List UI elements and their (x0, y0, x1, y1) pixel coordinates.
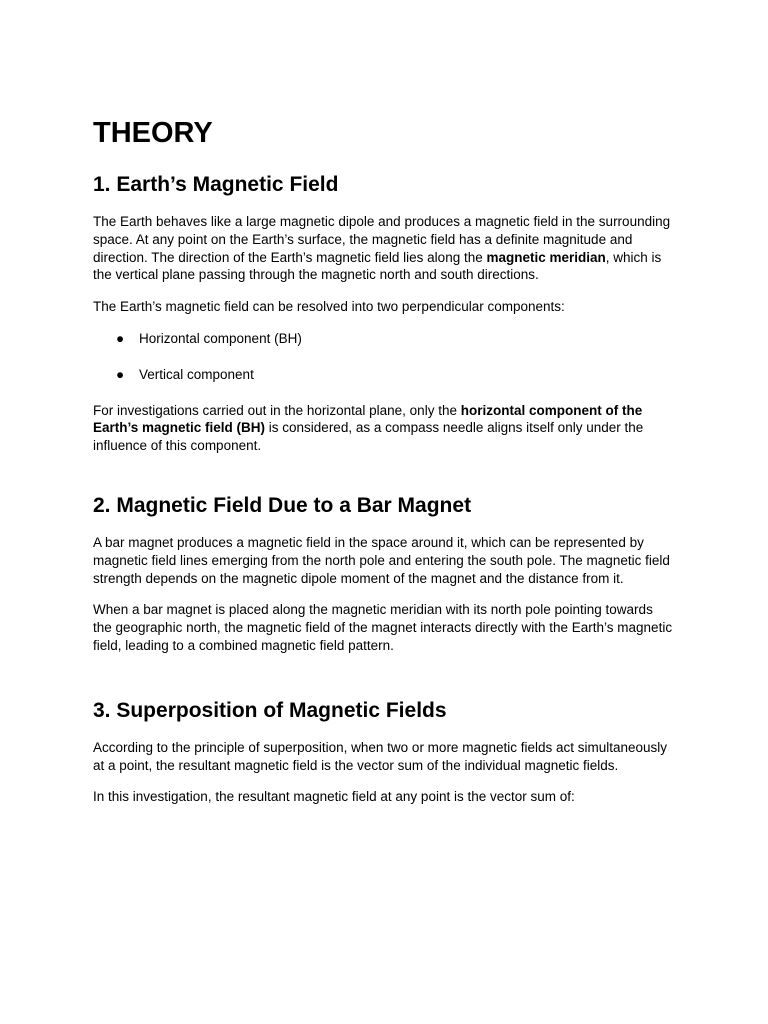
section-heading: 1. Earth’s Magnetic Field (93, 173, 339, 196)
bullet-icon: ● (116, 366, 125, 382)
bold-term: horizontal component of the Earth’s magnetic field (BH) (93, 402, 643, 436)
paragraph-text: The Earth behaves like a large magnetic dipole and produces a magnetic field in the surrounding space. At any point on the Earth’s surface, the magnetic field has a definite magnitude and direction. The direction of the Earth’s magnetic field lies along the (93, 214, 671, 265)
paragraph (93, 402, 675, 455)
paragraph-text: For investigations carried out in the horizontal plane, only the (93, 402, 461, 418)
section-superposition (93, 698, 675, 806)
paragraph: When a bar magnet is placed along the magnetic meridian with its north pole pointing towards the geographic north, the magnetic field of the magnet interacts directly with the Earth’s magnetic field, leading to a combined magnetic field pattern. (93, 602, 673, 653)
paragraph: In this investigation, the resultant magnetic field at any point is the vector sum of: (93, 789, 575, 805)
section-heading: 3. Superposition of Magnetic Fields (93, 698, 447, 722)
paragraph: The Earth’s magnetic field can be resolved into two perpendicular components: (93, 299, 565, 315)
section-earths-magnetic-field (93, 172, 675, 455)
list-item-text: Vertical component (139, 366, 254, 382)
paragraph: A bar magnet produces a magnetic field in the space around it, which can be represented by magnetic field lines emerging from the north pole and entering the south pole. The magnetic field strength depends on the magnetic dipole moment of the magnet and the distance from it. (93, 534, 670, 586)
list-item-text: Horizontal component (BH) (139, 330, 302, 346)
page-title: THEORY (93, 117, 213, 149)
bullet-icon: ● (116, 330, 125, 346)
section-heading: 2. Magnetic Field Due to a Bar Magnet (93, 493, 472, 517)
component-list (93, 330, 675, 384)
paragraph: According to the principle of superposition, when two or more magnetic fields act simultaneously at a point, the resultant magnetic field is the vector sum of the individual magnetic fields. (93, 739, 668, 773)
list-item (93, 330, 675, 348)
paragraph (93, 213, 675, 284)
section-bar-magnet-field (93, 493, 675, 655)
paragraph-text: , which is the vertical plane passing through the magnetic north and south directions. (93, 249, 662, 283)
list-item (93, 366, 675, 384)
paragraph-text: is considered, as a compass needle aligns itself only under the influence of this component. (93, 420, 644, 454)
bold-term: magnetic meridian (486, 249, 606, 265)
